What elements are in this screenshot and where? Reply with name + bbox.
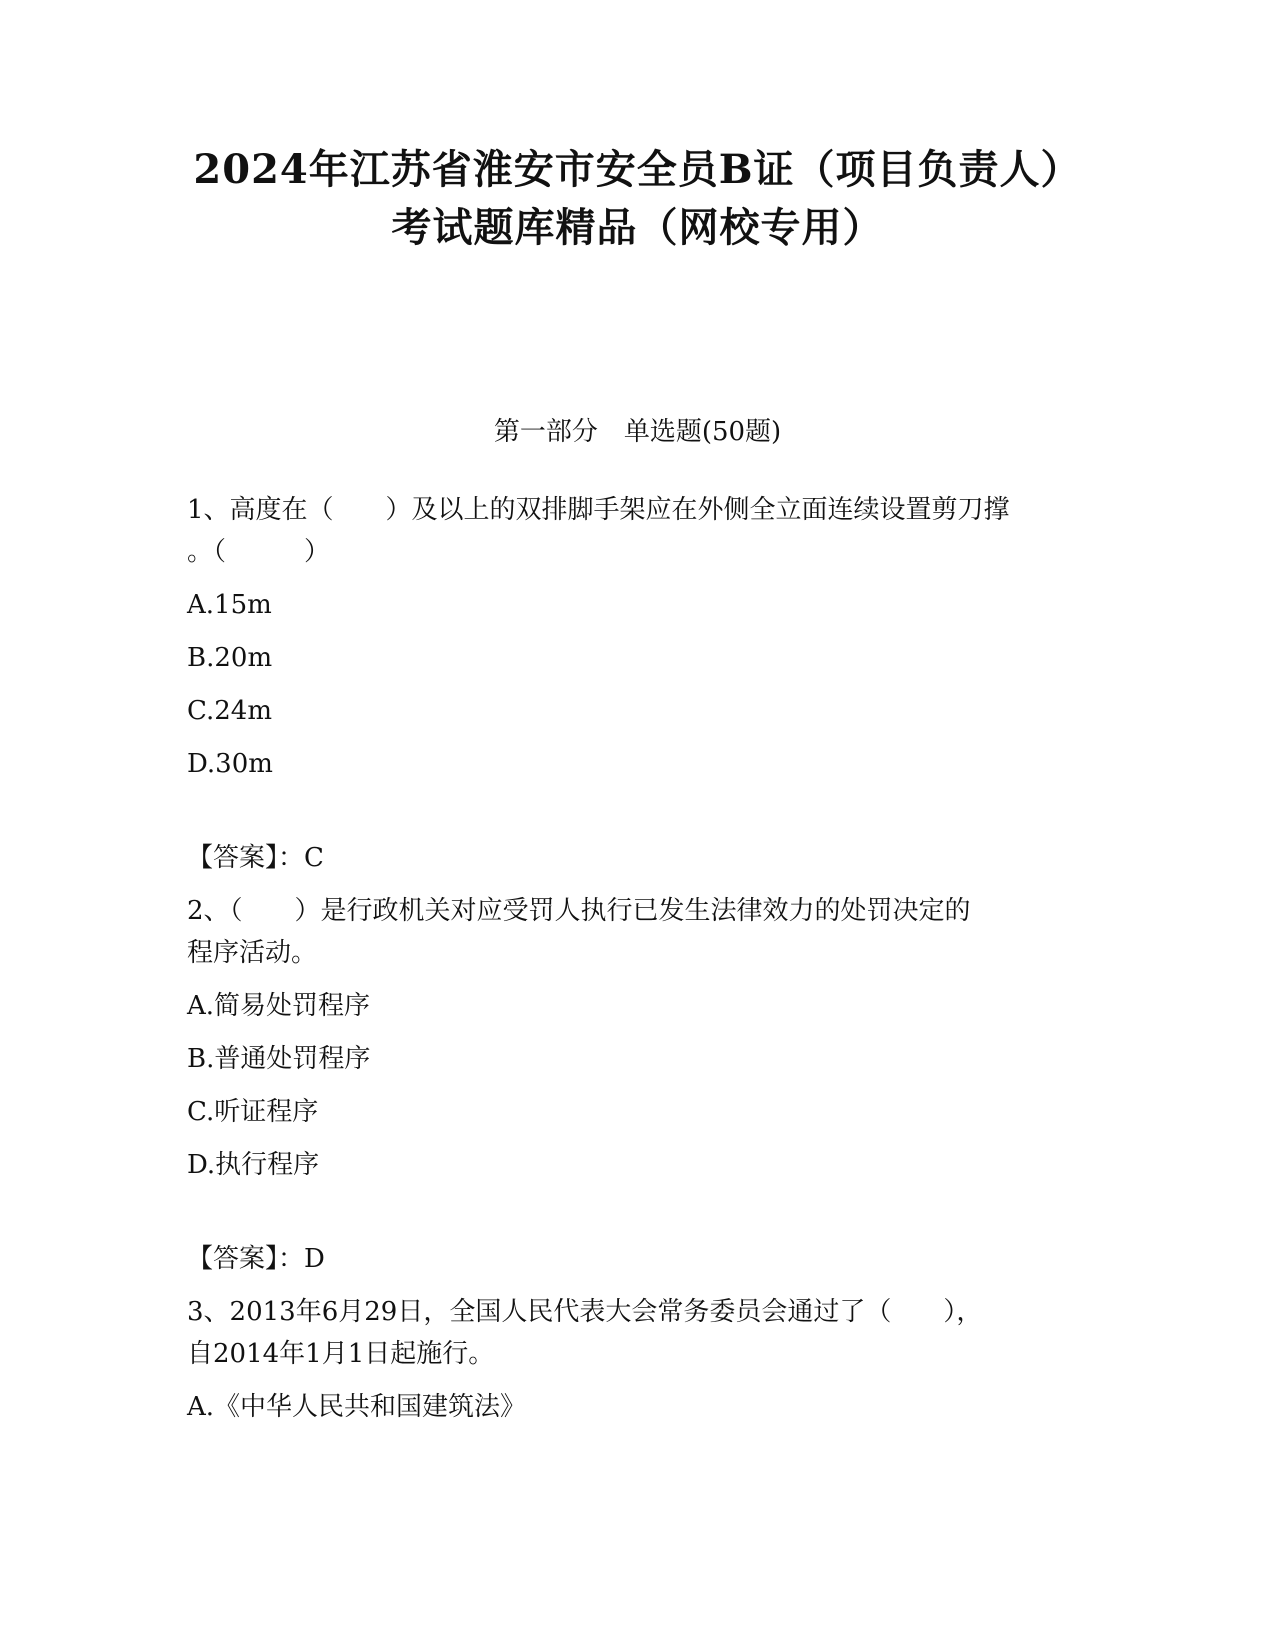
question-1-stem-line-2: 。（ ） (187, 537, 331, 567)
question-2-answer: 【答案】：D (187, 1244, 325, 1274)
question-2-stem-line-1: 2、（ ）是行政机关对应受罚人执行已发生法律效力的处罚决定的 (187, 896, 971, 926)
document-title-line-2: 考试题库精品（网校专用） (391, 204, 884, 251)
question-1-option-c: C.24m (187, 696, 272, 726)
section-heading: 第一部分 单选题(50题) (493, 417, 782, 447)
question-1-option-d: D.30m (187, 749, 273, 779)
question-1-option-b: B.20m (187, 643, 273, 673)
question-1-option-a: A.15m (187, 590, 272, 620)
question-2-option-a: A.简易处罚程序 (187, 991, 371, 1021)
question-1-answer: 【答案】：C (187, 843, 324, 873)
question-2-option-c: C.听证程序 (187, 1097, 319, 1127)
question-2-stem-line-2: 程序活动。 (187, 938, 318, 968)
question-3-option-a: A.《中华人民共和国建筑法》 (187, 1392, 527, 1422)
question-3-stem-line-1: 3、2013年6月29日，全国人民代表大会常务委员会通过了（ ）， (187, 1297, 983, 1327)
question-2-option-d: D.执行程序 (187, 1150, 320, 1180)
document-title-line-1: 2024年江苏省淮安市安全员B证（项目负责人） (193, 146, 1082, 193)
question-2-option-b: B.普通处罚程序 (187, 1044, 371, 1074)
question-1-stem-line-1: 1、高度在（ ）及以上的双排脚手架应在外侧全立面连续设置剪刀撑 (187, 495, 1010, 525)
question-3-stem-line-2: 自2014年1月1日起施行。 (187, 1339, 495, 1369)
